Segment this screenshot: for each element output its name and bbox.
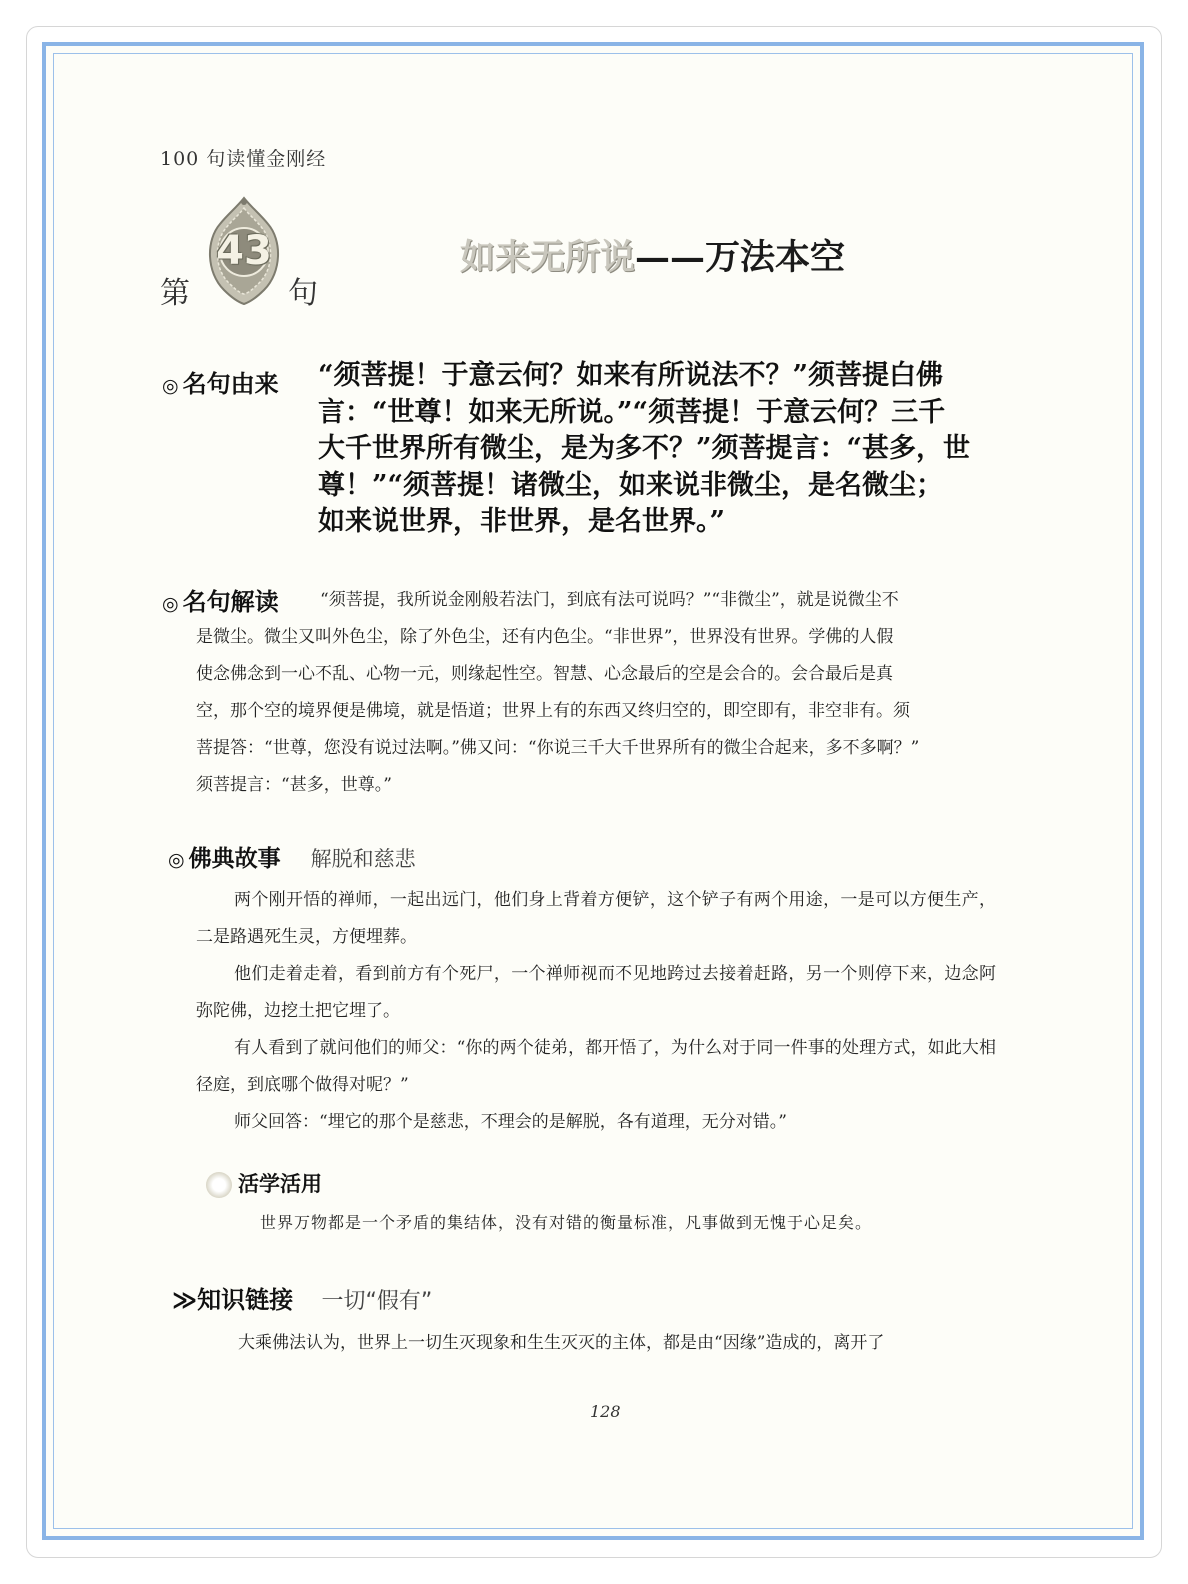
origin-quote (318, 358, 998, 541)
quote-line: 如来说世界，非世界，是名世界。” (318, 506, 726, 537)
reading-body (196, 582, 988, 804)
story-paragraph: 师父回答：“埋它的那个是慈悲，不理会的是解脱，各有道理，无分对错。” (234, 1112, 787, 1132)
knowledge-text: 大乘佛法认为，世界上一切生灭现象和生生灭灭的主体，都是由“因缘”造成的，离开了 (238, 1333, 885, 1353)
practice-text: 世界万物都是一个矛盾的集结体，没有对错的衡量标准，凡事做到无愧于心足矣。 (260, 1213, 873, 1232)
knowledge-heading-label: 知识链接 (197, 1286, 294, 1314)
double-circle-icon: ◎ (168, 849, 185, 871)
page-number: 128 (590, 1402, 621, 1421)
chapter-suffix: 句 (288, 276, 318, 311)
chapter-prefix: 第 (160, 276, 190, 311)
quote-line: 言：“世尊！如来无所说。”“须菩提！于意云何？三千 (318, 396, 946, 428)
ornament-emblem-icon (202, 194, 286, 306)
book-page (48, 48, 1138, 1534)
story-heading (168, 840, 416, 873)
quote-line: 尊！”“须菩提！诸微尘，如来说非微尘，是名微尘； (318, 469, 944, 501)
origin-heading-label: 名句由来 (182, 370, 279, 398)
reading-line: 使念佛念到一心不乱、心物一元，则缘起性空。智慧、心念最后的空是会合的。会合最后是真 (196, 664, 893, 684)
story-paragraph: 有人看到了就问他们的师父：“你的两个徒弟，都开悟了，为什么对于同一件事的处理方式，如此大相径庭，到底哪个做得对呢？” (196, 1038, 996, 1095)
reading-line: “须菩提，我所说金刚般若法门，到底有法可说吗？”“非微尘”，就是说微尘不 (320, 590, 899, 610)
chapter-title-sub: ——万法本空 (635, 237, 846, 278)
reading-line: 须菩提言：“甚多，世尊。” (196, 775, 392, 795)
double-circle-icon: ◎ (162, 375, 179, 397)
reading-line: 是微尘。微尘又叫外色尘，除了外色尘，还有内色尘。“非世界”，世界没有世界。学佛的人假 (196, 627, 894, 647)
story-heading-label: 佛典故事 (188, 846, 281, 872)
story-paragraph: 两个刚开悟的禅师，一起出远门，他们身上背着方便铲，这个铲子有两个用途，一是可以方便生产，二是路遇死生灵，方便埋葬。 (196, 890, 996, 947)
chapter-title (460, 230, 845, 280)
double-circle-icon: ◎ (162, 593, 179, 615)
practice-heading (206, 1168, 322, 1198)
reading-line: 空，那个空的境界便是佛境，就是悟道；世界上有的东西又终归空的，即空即有，非空非有。须 (196, 701, 910, 721)
chapter-badge (160, 194, 330, 314)
knowledge-subtitle: 一切“假有” (321, 1289, 433, 1314)
practice-heading-label: 活学活用 (238, 1172, 322, 1196)
chapter-number: 43 (216, 228, 272, 274)
double-chevron-icon: ≫ (172, 1286, 198, 1314)
quote-line: “须菩提！于意云何？如来有所说法不？”须菩提白佛 (318, 360, 944, 391)
reading-line: 菩提答：“世尊，您没有说过法啊。”佛又问：“你说三千大千世界所有的微尘合起来，多不多啊？” (196, 738, 920, 758)
quote-line: 大千世界所有微尘，是为多不？”须菩提言：“甚多，世 (318, 433, 971, 464)
origin-heading (162, 364, 279, 399)
halo-circle-icon (206, 1172, 232, 1198)
story-subtitle: 解脱和慈悲 (310, 847, 416, 871)
running-head: 100 句读懂金刚经 (160, 148, 327, 170)
reading-heading-label: 名句解读 (182, 588, 279, 616)
story-body (196, 882, 996, 1141)
knowledge-heading (172, 1280, 432, 1315)
story-paragraph: 他们走着走着，看到前方有个死尸，一个禅师视而不见地跨过去接着赶路，另一个则停下来，边念阿弥陀佛，边挖土把它埋了。 (196, 964, 996, 1021)
chapter-title-main: 如来无所说 (460, 237, 636, 278)
